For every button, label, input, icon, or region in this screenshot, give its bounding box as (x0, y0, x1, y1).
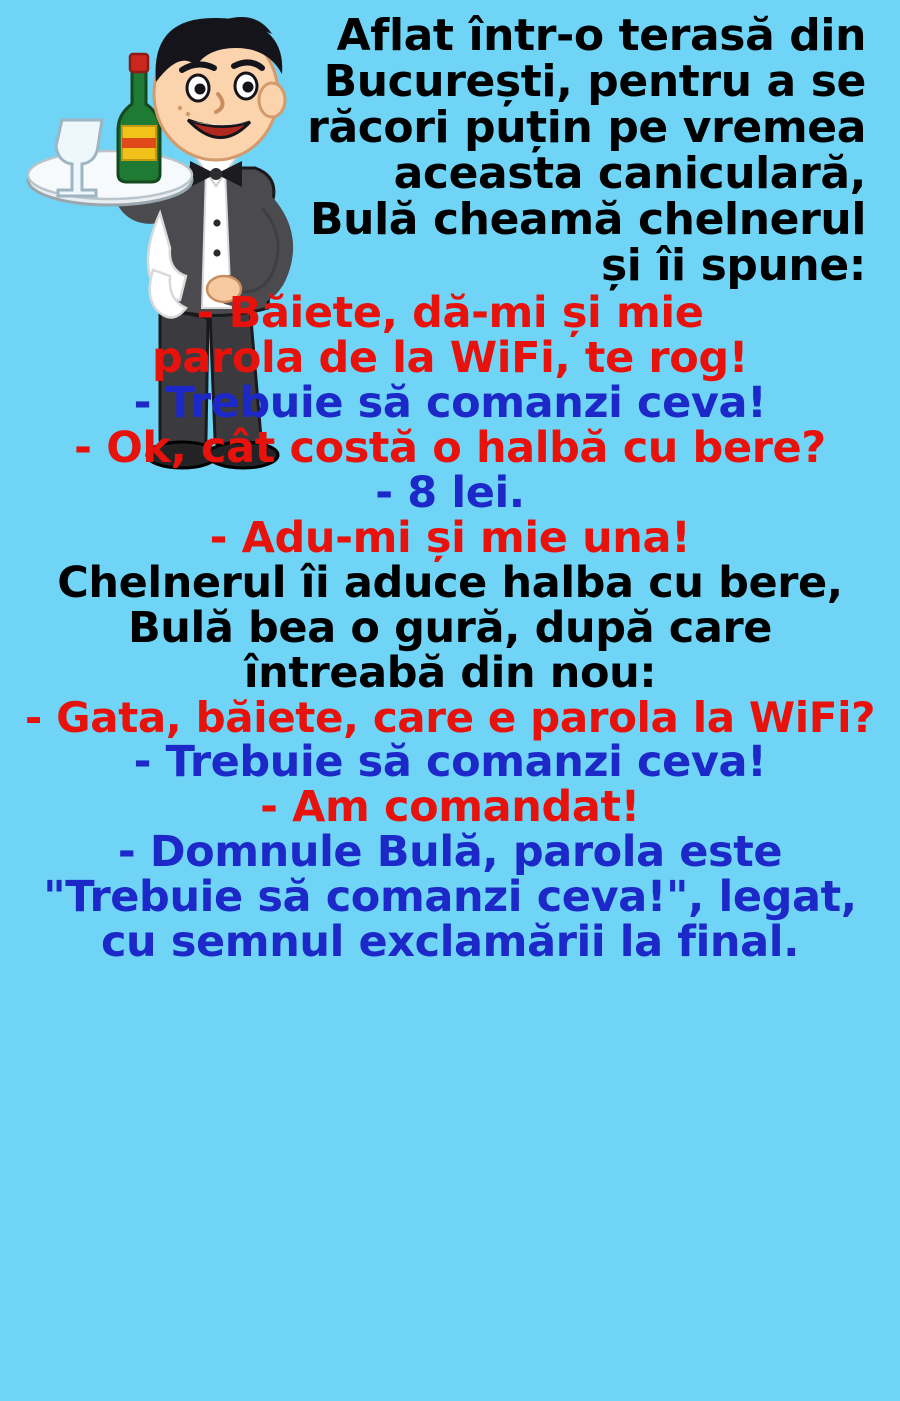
dialogue-line: - Trebuie să comanzi ceva! (133, 737, 767, 787)
dialogue-line: - Adu-mi și mie una! (209, 513, 691, 563)
dialogue-line: "Trebuie să comanzi ceva!", legat, (43, 872, 857, 922)
dialogue-line: - 8 lei. (375, 468, 525, 518)
intro-line: și îi spune: (600, 240, 866, 291)
dialogue-line: întreabă din nou: (243, 648, 657, 698)
intro-line: Bulă cheamă chelnerul (310, 194, 866, 245)
dialogue-line: cu semnul exclamării la final. (100, 917, 800, 967)
dialogue-line: - Ok, cât costă o halbă cu bere? (74, 423, 826, 473)
dialogue-line: - Gata, băiete, care e parola la WiFi? (24, 693, 876, 742)
intro-line: răcori puțin pe vremea (307, 102, 866, 153)
intro-paragraph (22, 10, 878, 291)
intro-line: aceasta caniculară, (393, 148, 866, 199)
dialogue-line: - Am comandat! (260, 782, 640, 832)
dialogue-line: Bulă bea o gură, după care (127, 603, 773, 653)
intro-line: Aflat într-o terasă din (336, 10, 866, 61)
dialogue-line: - Trebuie să comanzi ceva! (133, 378, 767, 428)
intro-line: București, pentru a se (323, 56, 866, 107)
dialogue-block (22, 288, 878, 967)
dialogue-line: - Domnule Bulă, parola este (117, 827, 783, 877)
dialogue-line: Chelnerul îi aduce halba cu bere, (57, 558, 843, 608)
dialogue-line: - Băiete, dă-mi și mie (196, 288, 704, 338)
dialogue-line: parola de la WiFi, te rog! (152, 333, 748, 383)
